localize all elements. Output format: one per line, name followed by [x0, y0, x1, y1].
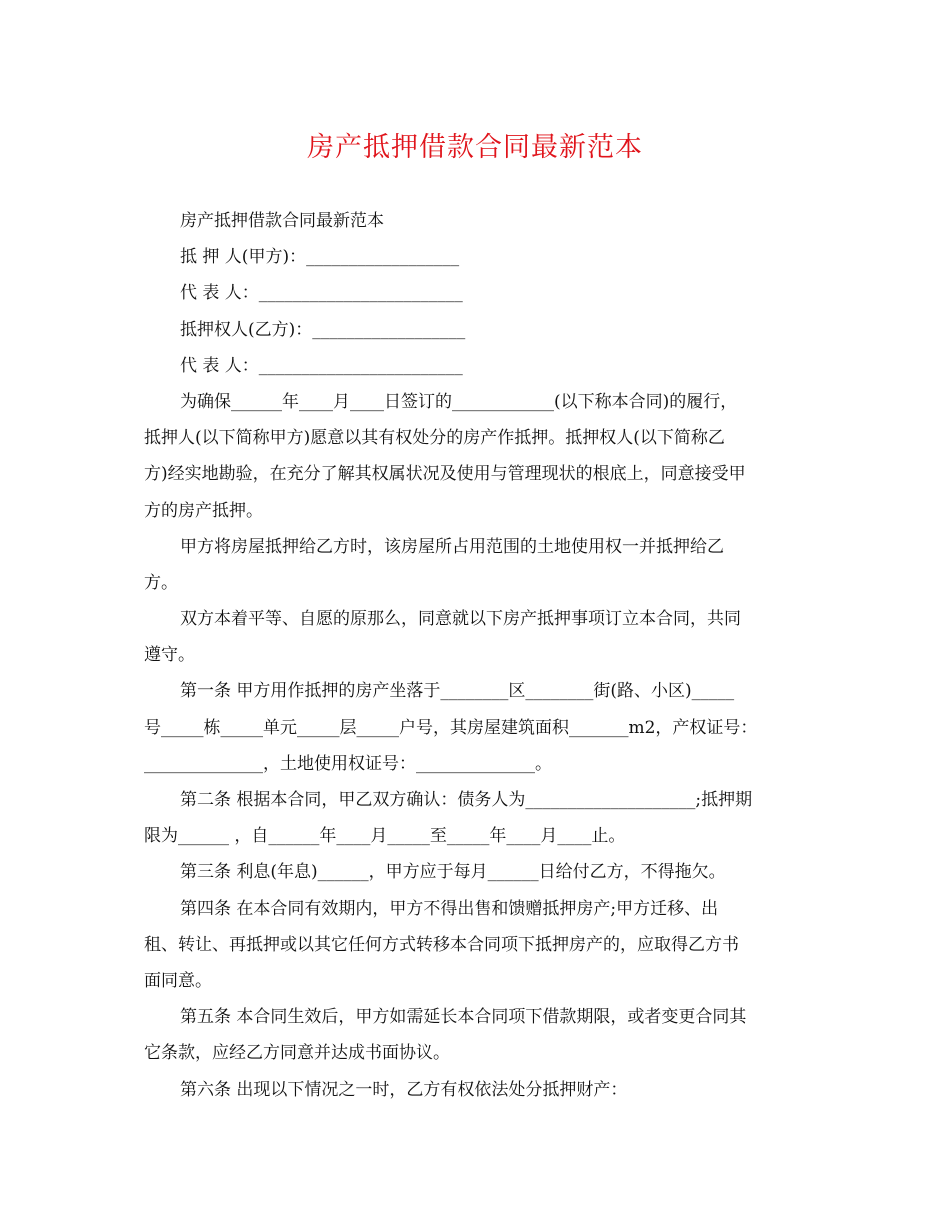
paragraph-intro: [144, 384, 808, 529]
text-line: 代 表 人：________________________: [180, 355, 463, 376]
text-line: 面同意。: [144, 970, 212, 991]
text-line: 方。: [144, 572, 178, 593]
text-line: 第三条 利息(年息)______，甲方应于每月______日给付乙方，不得拖欠。: [180, 862, 726, 883]
paragraph-article-6: [144, 1072, 808, 1108]
document-title: 房产抵押借款合同最新范本: [307, 132, 643, 163]
paragraph-mortgagor-rep: [144, 275, 808, 311]
text-line: 第一条 甲方用作抵押的房产坐落于________区________街(路、小区)_____: [180, 681, 735, 702]
text-line: 为确保______年____月____日签订的____________(以下称本合同)的履行，: [180, 391, 738, 412]
paragraph-mortgagee-rep: [144, 348, 808, 384]
paragraph-mortgagee: [144, 312, 808, 348]
text-line: 抵押人(以下简称甲方)愿意以其有权处分的房产作抵押。抵押权人(以下简称乙: [144, 428, 725, 449]
paragraph-principle: [144, 601, 808, 673]
paragraph-heading-repeat: [144, 203, 808, 239]
paragraph-article-5: [144, 999, 808, 1071]
paragraph-article-2: [144, 782, 808, 854]
paragraph-article-3: [144, 854, 808, 890]
text-line: 方的房产抵押。: [144, 500, 263, 521]
text-line: 抵 押 人(甲方)：__________________: [180, 247, 460, 268]
paragraph-article-4: [144, 891, 808, 1000]
text-line: 第六条 出现以下情况之一时，乙方有权依法处分抵押财产：: [180, 1079, 628, 1100]
text-line: 双方本着平等、自愿的原那么，同意就以下房产抵押事项订立本合同，共同: [180, 609, 741, 630]
text-line: 号_____栋_____单元_____层_____户号，其房屋建筑面积_______m2，产权证号：: [144, 717, 758, 738]
text-line: 限为______ ，自______年____月_____至_____年____月____止。: [144, 826, 626, 847]
text-line: ______________，土地使用权证号：______________。: [144, 753, 552, 774]
text-line: 遵守。: [144, 645, 195, 666]
text-line: 房产抵押借款合同最新范本: [180, 211, 384, 231]
text-line: 它条款，应经乙方同意并达成书面协议。: [144, 1043, 450, 1064]
text-line: 租、转让、再抵押或以其它任何方式转移本合同项下抵押房产的，应取得乙方书: [144, 934, 739, 955]
text-line: 第五条 本合同生效后，甲方如需延长本合同项下借款期限，或者变更合同其: [180, 1007, 747, 1028]
text-line: 代 表 人：________________________: [180, 283, 463, 304]
paragraph-mortgagor: [144, 239, 808, 275]
paragraph-article-1: [144, 673, 808, 782]
document-body: [144, 203, 808, 1108]
paragraph-land-use: [144, 529, 808, 601]
text-line: 抵押权人(乙方)：__________________: [180, 319, 466, 340]
text-line: 第二条 根据本合同，甲乙双方确认：债务人为____________________;抵押期: [180, 790, 753, 810]
text-line: 方)经实地勘验，在充分了解其权属状况及使用与管理现状的根底上，同意接受甲: [144, 464, 746, 485]
text-line: 甲方将房屋抵押给乙方时，该房屋所占用范围的土地使用权一并抵押给乙: [180, 536, 724, 557]
text-line: 第四条 在本合同有效期内，甲方不得出售和馈赠抵押房产;甲方迁移、出: [180, 898, 719, 919]
